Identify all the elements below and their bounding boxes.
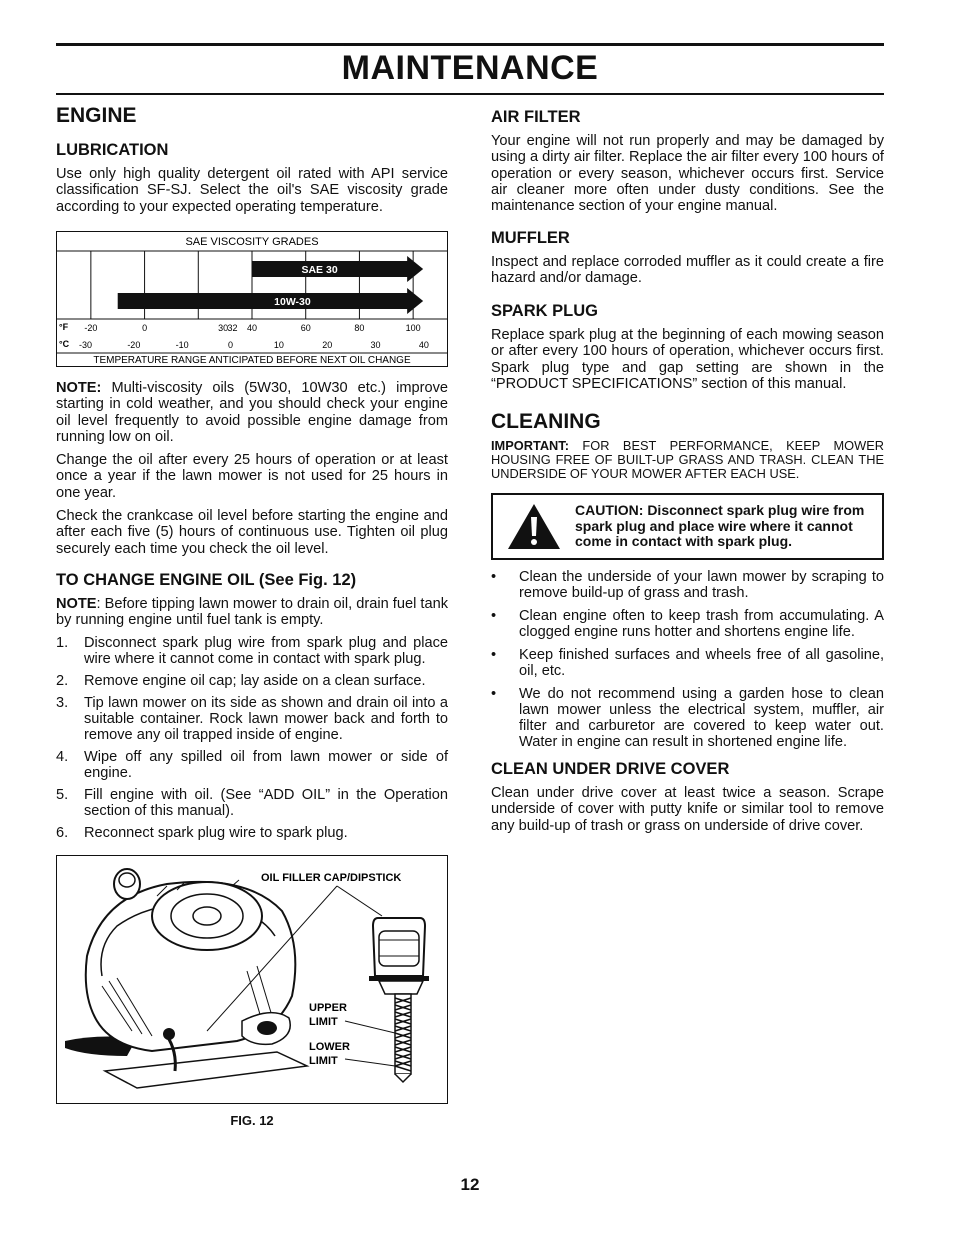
step-text: Disconnect spark plug wire from spark plug and place wire where it cannot come in contact with spark plug. <box>84 635 448 667</box>
fahrenheit-tick-label: 30 <box>218 323 229 333</box>
step-item <box>56 635 448 667</box>
check-oil-text: Check the crankcase oil level before starting the engine and after each five (5) hours of continuous use. Tighten oil plug securely each time you check the oil level. <box>56 508 448 557</box>
celsius-tick-label: 0 <box>228 340 234 350</box>
step-item <box>56 825 448 841</box>
step-text: Tip lawn mower on its side as shown and drain oil into a suitable container. Rock lawn mower back and forth to remove any oil trapped inside of engine. <box>84 695 448 743</box>
important-label: IMPORTANT: <box>491 438 569 453</box>
step-number: 6. <box>56 825 69 841</box>
viscosity-chart <box>56 231 448 367</box>
celsius-tick-label: -30 <box>78 340 92 350</box>
muffler-text: Inspect and replace corroded muffler as it could create a fire hazard and/or damage. <box>491 254 884 287</box>
celsius-tick-label: 20 <box>322 340 333 350</box>
warning-icon <box>506 502 562 552</box>
chart-xlabel: TEMPERATURE RANGE ANTICIPATED BEFORE NEXT OIL CHANGE <box>93 355 411 366</box>
chart-title: SAE VISCOSITY GRADES <box>185 236 319 248</box>
figure-caption: FIG. 12 <box>230 1113 274 1128</box>
engine-heading: ENGINE <box>56 104 137 127</box>
page-title: MAINTENANCE <box>341 49 599 87</box>
change-oil-note-label: NOTE <box>56 596 97 612</box>
list-item: • Clean the underside of your lawn mower by scraping to remove build-up of grass and trash. <box>491 569 884 601</box>
step-text: Reconnect spark plug wire to spark plug. <box>84 825 348 841</box>
step-item <box>56 695 448 743</box>
fahrenheit-tick-label: 0 <box>142 323 148 333</box>
muffler-heading: MUFFLER <box>491 229 570 247</box>
list-item: • We do not recommend using a garden hose to clean lawn mower unless the electrical system, muffler, air filter and carburetor are covered to keep water out. Water in engine can result in shortened engine life. <box>491 686 884 750</box>
figure-12 <box>56 855 448 1104</box>
celsius-tick-label: 10 <box>273 340 284 350</box>
fahrenheit-tick-label: 80 <box>354 323 365 333</box>
important-note <box>491 439 884 482</box>
cleaning-bullets <box>491 569 884 750</box>
step-text: Remove engine oil cap; lay aside on a clean surface. <box>84 673 426 689</box>
step-text: Fill engine with oil. (See “ADD OIL” in the Operation section of this manual). <box>84 787 448 819</box>
fahrenheit-tick-label: 40 <box>246 323 258 333</box>
fahrenheit-tick-label: 60 <box>300 323 311 333</box>
viscosity-bar-label: SAE 30 <box>301 264 338 276</box>
fahrenheit-tick-label: 100 <box>405 323 421 333</box>
change-oil-text: Change the oil after every 25 hours of operation or at least once a year if the lawn mower is not used for 25 hours in one year. <box>56 452 448 501</box>
step-number: 4. <box>56 749 69 765</box>
step-item <box>56 673 448 689</box>
lubrication-heading: LUBRICATION <box>56 141 169 159</box>
step-number: 5. <box>56 787 69 803</box>
oil-note <box>56 380 448 445</box>
step-number: 2. <box>56 673 69 689</box>
fahrenheit-tick-label: 32 <box>227 323 238 333</box>
upper-limit-label-1: UPPER <box>309 1002 347 1014</box>
change-oil-note-text: : Before tipping lawn mower to drain oil, drain fuel tank by running engine until fuel tank is empty. <box>56 596 448 629</box>
step-item <box>56 787 448 819</box>
dipstick-label: OIL FILLER CAP/DIPSTICK <box>261 872 402 884</box>
list-item: • Clean engine often to keep trash from accumulating. A clogged engine runs hotter and shortens engine life. <box>491 608 884 640</box>
change-oil-heading: TO CHANGE ENGINE OIL (See Fig. 12) <box>56 571 357 589</box>
celsius-tick-label: 40 <box>418 340 429 350</box>
engine-illustration <box>57 856 447 1103</box>
fahrenheit-label: °F <box>59 322 69 332</box>
step-text: Wipe off any spilled oil from lawn mower or side of engine. <box>84 749 448 781</box>
drive-cover-heading: CLEAN UNDER DRIVE COVER <box>491 760 730 778</box>
upper-limit-label-2: LIMIT <box>309 1016 338 1028</box>
step-number: 3. <box>56 695 69 711</box>
step-number: 1. <box>56 635 69 651</box>
title-rule <box>56 93 884 95</box>
page-number: 12 <box>460 1175 480 1194</box>
air-filter-heading: AIR FILTER <box>491 108 581 126</box>
oil-note-text: Multi-viscosity oils (5W30, 10W30 etc.) improve starting in cold weather, and you should check your engine oil level frequently to avoid possible engine damage from running low on oil. <box>56 380 448 445</box>
caution-box <box>491 493 884 560</box>
drive-cover-text: Clean under drive cover at least twice a season. Scrape underside of cover with putty knife or similar tool to remove any build-up of trash or grass on underside of drive cover. <box>491 785 884 834</box>
important-text: FOR BEST PERFORMANCE, KEEP MOWER HOUSING FREE OF BUILT-UP GRASS AND TRASH. CLEAN THE UNDERSIDE OF YOUR MOWER AFTER EACH USE. <box>491 438 884 482</box>
spark-plug-text: Replace spark plug at the beginning of each mowing season or after every 100 hours of operation, whichever occurs first. Spark plug type and gap setting are shown in the “PRODUCT SPECIFICATIONS” section of this manual. <box>491 327 884 392</box>
caution-text: CAUTION: Disconnect spark plug wire from spark plug and place wire where it cannot come in contact with spark plug. <box>575 502 865 549</box>
spark-plug-heading: SPARK PLUG <box>491 302 598 320</box>
celsius-tick-label: 30 <box>370 340 381 350</box>
oil-note-label: NOTE: <box>56 380 102 396</box>
step-item <box>56 749 448 781</box>
change-oil-note <box>56 596 448 629</box>
fahrenheit-tick-label: -20 <box>84 323 98 333</box>
viscosity-bar-label: 10W-30 <box>274 296 311 308</box>
top-rule <box>56 43 884 46</box>
dipstick-icon <box>369 918 429 1082</box>
celsius-tick-label: -20 <box>127 340 141 350</box>
lower-limit-label-1: LOWER <box>309 1041 350 1053</box>
celsius-label: °C <box>59 339 70 349</box>
lower-limit-label-2: LIMIT <box>309 1055 338 1067</box>
list-item: • Keep finished surfaces and wheels free of all gasoline, oil, etc. <box>491 647 884 679</box>
lubrication-text: Use only high quality detergent oil rated with API service classification SF-SJ. Select the oil's SAE viscosity grade according to your expected operating temperature. <box>56 166 448 215</box>
change-oil-steps <box>56 635 448 841</box>
air-filter-text: Your engine will not run properly and may be damaged by using a dirty air filter. Replace the air filter every 100 hours of operation or every season, whichever occurs first. Service air cleaner more often under dusty conditions. See the maintenance section of your engine manual. <box>491 133 884 215</box>
cleaning-heading: CLEANING <box>491 410 601 433</box>
celsius-tick-label: -10 <box>175 340 189 350</box>
